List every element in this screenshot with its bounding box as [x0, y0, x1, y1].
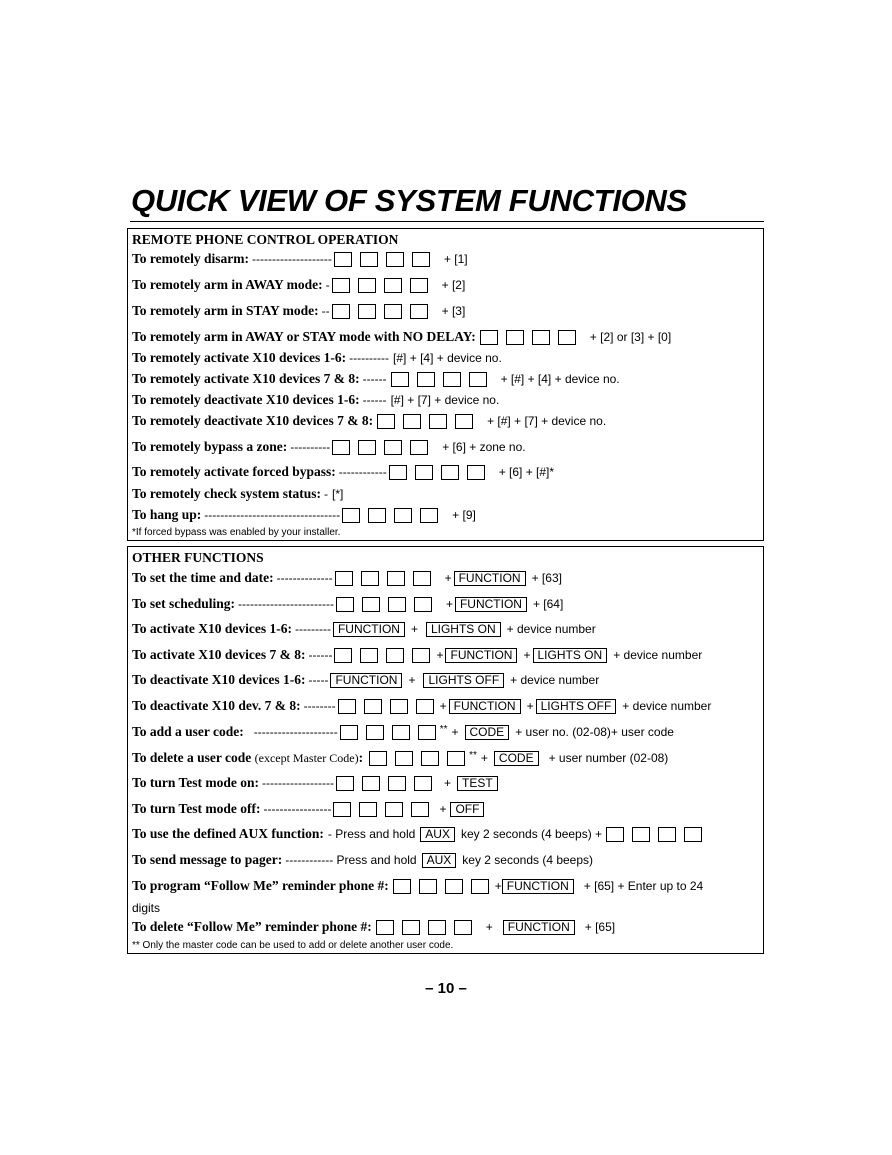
follow-me-program-row [132, 878, 761, 894]
code-key: CODE [494, 751, 539, 766]
row-suffix: + [2] or [3] + [0] [589, 330, 672, 344]
code-boxes [342, 508, 438, 523]
code-box [368, 508, 386, 523]
other-functions-section [127, 546, 764, 954]
plus-sign: + [445, 597, 453, 611]
row-label: To use the defined AUX function: [132, 826, 324, 841]
footnote: ** Only the master code can be used to add or delete another user code. [132, 940, 454, 951]
code-box [384, 440, 402, 455]
plus-sign: + [451, 725, 459, 739]
row-suffix: + [63] [531, 571, 562, 585]
plus-sign: + [439, 699, 447, 713]
plus-sign: + [485, 920, 493, 934]
remote-act78-row [132, 371, 761, 387]
plus-sign: + [408, 673, 416, 687]
aux-key: AUX [422, 853, 457, 868]
code-box [480, 330, 498, 345]
remote-forced-row [132, 464, 761, 480]
code-box [410, 440, 428, 455]
row-suffix: + device number [510, 673, 600, 687]
code-boxes [480, 330, 576, 345]
function-key: FUNCTION [454, 571, 526, 586]
code-box [558, 330, 576, 345]
row-dash: ---------- [349, 351, 390, 365]
code-box [419, 879, 437, 894]
double-asterisk: ** [439, 724, 448, 735]
deactivate-x10-78-row [132, 698, 761, 714]
code-boxes [606, 827, 702, 842]
code-box [443, 372, 461, 387]
code-box [384, 278, 402, 293]
row-dash: ------------ [338, 465, 387, 479]
code-box [606, 827, 624, 842]
code-boxes [369, 751, 465, 766]
row-prefix: ------------ Press and hold [285, 853, 417, 867]
code-box [334, 252, 352, 267]
code-box [362, 597, 380, 612]
row-dash: -------------- [276, 571, 333, 585]
row-label: To remotely bypass a zone: [132, 439, 288, 454]
code-box [359, 802, 377, 817]
code-box [332, 440, 350, 455]
code-boxes [333, 802, 429, 817]
row-suffix: + [6] + [#]* [498, 465, 555, 479]
row-label: To delete “Follow Me” reminder phone #: [132, 919, 372, 934]
code-boxes [332, 304, 428, 319]
remote-phone-control-section [127, 228, 764, 541]
code-box [340, 725, 358, 740]
row-suffix: + [#] + [7] + device no. [487, 414, 607, 428]
code-box [335, 571, 353, 586]
row-dash: -- [321, 304, 330, 318]
row-dash: ---------------------------------- [204, 508, 341, 522]
plus-sign: + [494, 879, 502, 893]
function-key: FUNCTION [333, 622, 405, 637]
row-label-paren: (except Master Code) [254, 751, 359, 765]
code-boxes [391, 372, 487, 387]
code-boxes [376, 920, 472, 935]
row-label: To remotely arm in STAY mode: [132, 303, 319, 318]
function-key: FUNCTION [455, 597, 527, 612]
code-box [413, 571, 431, 586]
test-off-row [132, 801, 761, 817]
row-suffix: key 2 seconds (4 beeps) + [460, 827, 603, 841]
code-boxes [377, 414, 473, 429]
code-box [387, 571, 405, 586]
code-boxes [340, 725, 436, 740]
row-label: To remotely check system status: [132, 486, 321, 501]
code-boxes [332, 278, 428, 293]
row-suffix: + [65] + Enter up to 24 [583, 879, 704, 893]
code-box [415, 465, 433, 480]
remote-stay-row [132, 303, 761, 319]
code-box [402, 920, 420, 935]
plus-sign: + [480, 751, 488, 765]
code-box [416, 699, 434, 714]
row-label: To program “Follow Me” reminder phone #: [132, 878, 389, 893]
code-box [336, 776, 354, 791]
code-box [362, 776, 380, 791]
row-dash: - [323, 487, 328, 501]
code-box [658, 827, 676, 842]
row-suffix: + [1] [443, 252, 468, 266]
plus-sign: + [523, 648, 531, 662]
code-box [358, 304, 376, 319]
code-box [414, 776, 432, 791]
function-key: FUNCTION [502, 879, 574, 894]
row-suffix: key 2 seconds (4 beeps) [462, 853, 594, 867]
code-box [532, 330, 550, 345]
delete-user-code-row [132, 750, 761, 766]
code-boxes [338, 699, 434, 714]
code-box [395, 751, 413, 766]
row-label: To set the time and date: [132, 570, 274, 585]
row-label: To deactivate X10 dev. 7 & 8: [132, 698, 301, 713]
code-box [332, 278, 350, 293]
row-suffix: + [6] + zone no. [442, 440, 526, 454]
aux-key: AUX [420, 827, 455, 842]
code-box [393, 879, 411, 894]
row-dash: -------- [303, 699, 336, 713]
code-box [403, 414, 421, 429]
code-box [429, 414, 447, 429]
row-suffix: + user number (02-08) [548, 751, 669, 765]
follow-me-wrap: digits [132, 901, 161, 915]
code-box [338, 699, 356, 714]
code-boxes [334, 252, 430, 267]
activate-x10-16-row [132, 621, 761, 637]
code-boxes [336, 776, 432, 791]
row-label: To remotely activate X10 devices 7 & 8: [132, 371, 360, 386]
code-box [417, 372, 435, 387]
plus-sign: + [526, 699, 534, 713]
plus-sign: + [444, 571, 452, 585]
code-box [421, 751, 439, 766]
plus-sign: + [443, 776, 451, 790]
section-heading: REMOTE PHONE CONTROL OPERATION [132, 232, 399, 247]
plus-sign: + [410, 622, 418, 636]
row-suffix: + user no. (02-08)+ user code [515, 725, 674, 739]
section-heading-row [132, 550, 761, 566]
remote-away-row [132, 277, 761, 293]
code-box [469, 372, 487, 387]
row-dash: - [325, 278, 330, 292]
plus-sign: + [436, 648, 444, 662]
row-suffix: + [3] [441, 304, 466, 318]
function-key: FUNCTION [330, 673, 402, 688]
code-box [418, 725, 436, 740]
code-box [376, 920, 394, 935]
code-box [390, 699, 408, 714]
row-label: To remotely arm in AWAY mode: [132, 277, 323, 292]
row-label: To remotely disarm: [132, 251, 249, 266]
lights-off-key: LIGHTS OFF [423, 673, 504, 688]
row-suffix: + [#] + [4] + device no. [500, 372, 620, 386]
row-dash: ------ [362, 372, 387, 386]
code-box [358, 440, 376, 455]
remote-nodelay-row [132, 329, 761, 345]
lights-on-key: LIGHTS ON [533, 648, 608, 663]
aux-function-row [132, 826, 761, 842]
row-label: To activate X10 devices 1-6: [132, 621, 292, 636]
row-label: To remotely deactivate X10 devices 1-6: [132, 392, 360, 407]
code-box [361, 571, 379, 586]
code-box [471, 879, 489, 894]
code-box [369, 751, 387, 766]
code-boxes [335, 571, 431, 586]
title-rule [130, 221, 764, 222]
function-key: FUNCTION [445, 648, 517, 663]
code-box [388, 776, 406, 791]
add-user-code-row [132, 724, 761, 740]
code-box [388, 597, 406, 612]
code-box [384, 304, 402, 319]
code-box [506, 330, 524, 345]
code-box [410, 304, 428, 319]
code-box [360, 648, 378, 663]
row-dash: -------------------- [252, 252, 332, 266]
code-box [385, 802, 403, 817]
row-dash: ----------------- [263, 802, 332, 816]
row-label: To remotely activate forced bypass: [132, 464, 336, 479]
row-dash: ------------------------ [238, 597, 334, 611]
row-label: To set scheduling: [132, 596, 236, 611]
function-key: FUNCTION [503, 920, 575, 935]
row-suffix: + [9] [452, 508, 476, 522]
code-box [411, 802, 429, 817]
code-box [420, 508, 438, 523]
row-label: To remotely deactivate X10 devices 7 & 8: [132, 413, 374, 428]
lights-off-key: LIGHTS OFF [536, 699, 617, 714]
row-label: To remotely arm in AWAY or STAY mode with NO DELAY: [132, 329, 476, 344]
row-dash: --------- [294, 622, 331, 636]
section-heading-row [132, 232, 761, 248]
code-boxes [336, 597, 432, 612]
remote-act16-row [132, 350, 761, 366]
off-key: OFF [450, 802, 484, 817]
code-box [412, 648, 430, 663]
row-label [132, 750, 363, 766]
row-label: To send message to pager: [132, 852, 283, 867]
code-boxes [334, 648, 430, 663]
set-scheduling-row [132, 596, 761, 612]
row-label: To turn Test mode on: [132, 775, 260, 790]
code-box [336, 597, 354, 612]
page-number: – 10 – [425, 980, 467, 997]
row-prefix: - Press and hold [327, 827, 416, 841]
code-box [684, 827, 702, 842]
row-suffix: + [64] [532, 597, 564, 611]
row-dash: ------------------ [262, 776, 334, 790]
remote-hangup-row [132, 507, 761, 523]
code-key: CODE [465, 725, 510, 740]
code-box [455, 414, 473, 429]
code-box [428, 920, 446, 935]
code-box [410, 278, 428, 293]
code-box [386, 252, 404, 267]
row-dash: ------ [362, 393, 387, 407]
test-on-row [132, 775, 761, 791]
follow-me-delete-row [132, 919, 761, 935]
code-box [391, 372, 409, 387]
code-box [334, 648, 352, 663]
code-box [392, 725, 410, 740]
remote-status-row [132, 486, 761, 502]
row-label: To deactivate X10 devices 1-6: [132, 672, 306, 687]
code-box [454, 920, 472, 935]
code-box [332, 304, 350, 319]
row-label-text: To delete a user code [132, 750, 252, 765]
plus-sign: + [439, 802, 447, 816]
activate-x10-78-row [132, 647, 761, 663]
code-box [412, 252, 430, 267]
code-box [386, 648, 404, 663]
code-box [360, 252, 378, 267]
code-box [333, 802, 351, 817]
page-title: QUICK VIEW OF SYSTEM FUNCTIONS [131, 183, 687, 218]
row-suffix: + device number [622, 699, 712, 713]
row-label: To add a user code: [132, 724, 244, 739]
row-dash: ------ [308, 648, 333, 662]
remote-disarm-row [132, 251, 761, 267]
code-boxes [389, 465, 485, 480]
test-key: TEST [457, 776, 498, 791]
code-box [467, 465, 485, 480]
code-box [342, 508, 360, 523]
code-box [364, 699, 382, 714]
code-box [394, 508, 412, 523]
row-suffix: [#] + [7] + device no. [390, 393, 500, 407]
code-box [366, 725, 384, 740]
footnote: *If forced bypass was enabled by your installer. [132, 527, 341, 538]
row-label: To remotely activate X10 devices 1-6: [132, 350, 347, 365]
code-box [441, 465, 459, 480]
row-suffix: + device number [506, 622, 596, 636]
row-dash: --------------------- [253, 725, 338, 739]
row-suffix: + device number [613, 648, 703, 662]
row-label: To activate X10 devices 7 & 8: [132, 647, 306, 662]
code-box [358, 278, 376, 293]
row-suffix: [*] [331, 487, 344, 501]
section-heading: OTHER FUNCTIONS [132, 550, 264, 565]
row-suffix: + [2] [441, 278, 466, 292]
remote-deact16-row [132, 392, 761, 408]
function-key: FUNCTION [449, 699, 521, 714]
lights-on-key: LIGHTS ON [426, 622, 501, 637]
deactivate-x10-16-row [132, 672, 761, 688]
row-label: To turn Test mode off: [132, 801, 261, 816]
row-label: To hang up: [132, 507, 202, 522]
code-box [414, 597, 432, 612]
row-dash: ----- [308, 673, 329, 687]
remote-bypass-row [132, 439, 761, 455]
row-suffix: + [65] [584, 920, 616, 934]
code-box [445, 879, 463, 894]
row-label-colon: : [358, 750, 364, 765]
code-boxes [393, 879, 489, 894]
code-box [632, 827, 650, 842]
code-boxes [332, 440, 428, 455]
row-suffix: [#] + [4] + device no. [393, 351, 502, 365]
code-box [389, 465, 407, 480]
code-box [447, 751, 465, 766]
remote-deact78-row [132, 413, 761, 429]
double-asterisk: ** [469, 750, 477, 761]
set-time-row [132, 570, 761, 586]
code-box [377, 414, 395, 429]
row-dash: ---------- [290, 440, 331, 454]
pager-row [132, 852, 761, 868]
